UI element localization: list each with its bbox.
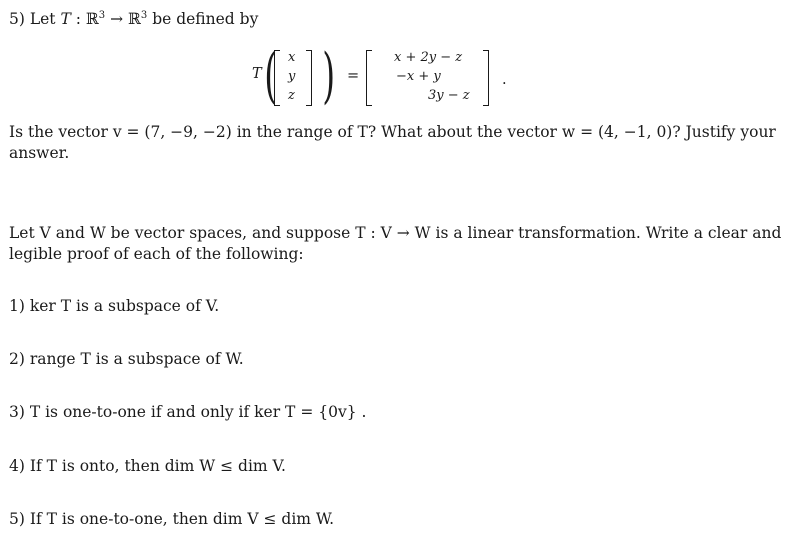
input-left-bracket — [274, 50, 280, 106]
intro-line-1: Let V and W be vector spaces, and suppose T : V → W is a linear transformation. Write a clear and — [9, 224, 782, 242]
problem-5-arrow: → ℝ — [105, 10, 141, 28]
input-x: x — [288, 50, 296, 65]
right-paren: ) — [322, 41, 336, 111]
intro-line-2: legible proof of each of the following: — [9, 245, 304, 263]
output-right-bracket — [483, 50, 489, 106]
proof-item-4: 4) If T is onto, then dim W ≤ dim V. — [9, 457, 286, 475]
problem-5-suffix: be defined by — [147, 10, 259, 28]
problem-5-map: : ℝ — [70, 10, 99, 28]
problem-5-statement — [9, 9, 258, 29]
output-row-3: 3y − z — [428, 88, 470, 103]
question-line-2: answer. — [9, 144, 70, 162]
proof-item-5: 5) If T is one-to-one, then dim V ≤ dim W. — [9, 510, 335, 528]
equation-period: . — [502, 72, 507, 88]
input-y: y — [288, 69, 296, 84]
output-left-bracket — [366, 50, 372, 106]
input-right-bracket — [306, 50, 312, 106]
question-line-1: Is the vector v = (7, −9, −2) in the range of T? What about the vector w = (4, −1, 0)? Justify your — [9, 123, 776, 141]
input-z: z — [288, 88, 295, 103]
proof-item-2: 2) range T is a subspace of W. — [9, 350, 244, 368]
output-row-2: −x + y — [396, 69, 441, 84]
problem-5-prefix: 5) Let — [9, 10, 61, 28]
transformation-equation — [248, 41, 518, 111]
equation-T: T — [252, 66, 262, 82]
problem-5-exp2: 3 — [140, 9, 148, 21]
problem-5-T: T — [60, 10, 71, 28]
equals-sign: = — [347, 68, 360, 84]
left-paren: ( — [264, 41, 278, 111]
proof-item-3: 3) T is one-to-one if and only if ker T = {0v} . — [9, 403, 367, 421]
proof-item-1: 1) ker T is a subspace of V. — [9, 297, 220, 315]
problem-5-exp1: 3 — [98, 9, 106, 21]
output-row-1: x + 2y − z — [394, 50, 463, 65]
